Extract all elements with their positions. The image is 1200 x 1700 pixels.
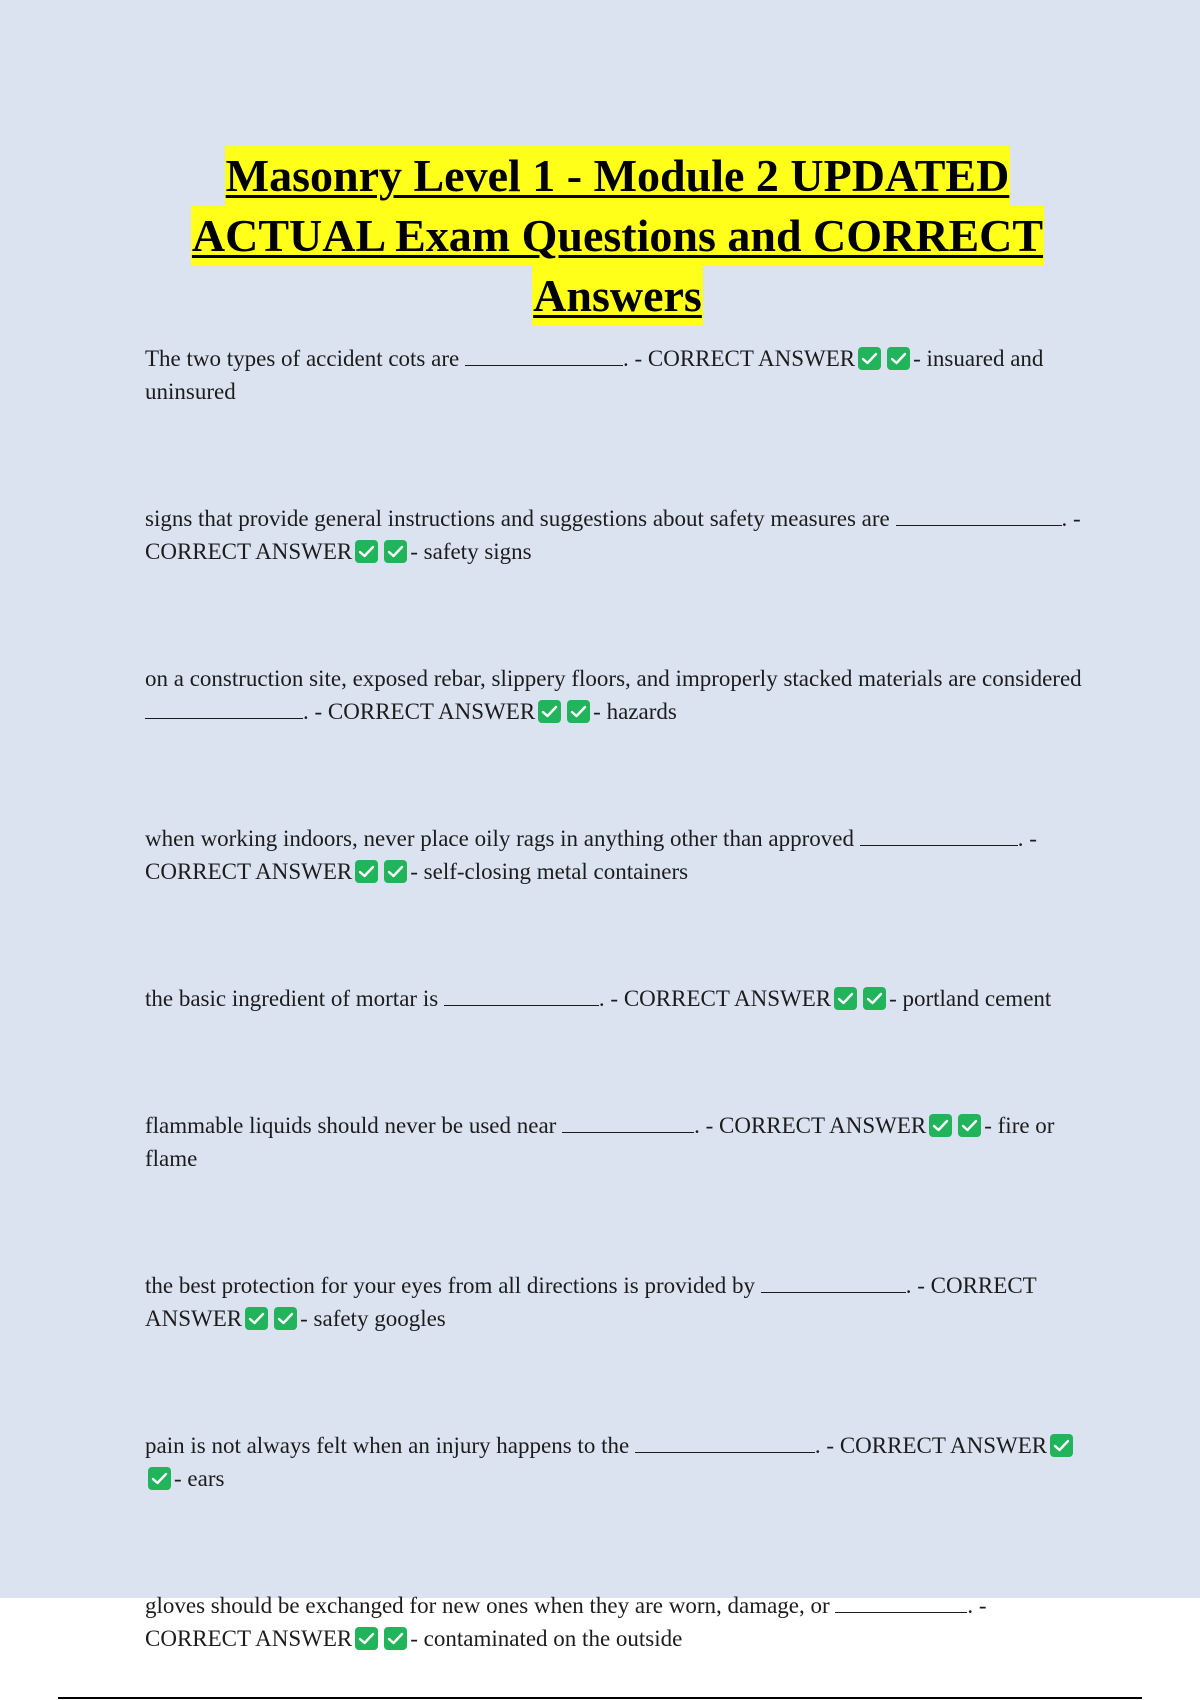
check-icon — [858, 347, 881, 370]
correct-answer-label: - CORRECT ANSWER — [145, 1273, 1037, 1331]
answer-blank — [635, 1432, 815, 1453]
question-end: . — [303, 699, 309, 724]
check-icon — [355, 1627, 378, 1650]
check-icon — [929, 1114, 952, 1137]
question-end: . — [598, 986, 605, 1011]
check-icon — [355, 540, 378, 563]
qa-item-4 — [145, 822, 1095, 888]
check-icon — [384, 860, 407, 883]
qa-list — [145, 342, 1095, 1700]
qa-item-9 — [145, 1589, 1095, 1655]
qa-item-8 — [145, 1429, 1095, 1495]
question-text: on a construction site, exposed rebar, slippery floors, and improperly stacked materials are considered — [145, 666, 1082, 691]
answer-blank — [761, 1272, 906, 1293]
check-icon — [245, 1307, 268, 1330]
question-end: . — [1017, 826, 1024, 851]
question-end: . — [967, 1593, 974, 1618]
qa-item-6 — [145, 1109, 1095, 1175]
correct-answer-label: - CORRECT ANSWER — [145, 826, 1037, 884]
answer-text: - fire or flame — [145, 1113, 1055, 1171]
check-icon — [384, 540, 407, 563]
question-end: . — [622, 346, 629, 371]
check-icon — [958, 1114, 981, 1137]
check-icon — [355, 860, 378, 883]
question-text: pain is not always felt when an injury happens to the — [145, 1433, 630, 1458]
answer-blank — [465, 345, 623, 366]
answer-text: - ears — [174, 1466, 225, 1491]
check-icon — [384, 1627, 407, 1650]
answer-blank — [444, 985, 599, 1006]
correct-answer-label: - CORRECT ANSWER — [634, 346, 856, 371]
qa-item-1 — [145, 342, 1095, 408]
answer-text: - portland cement — [889, 986, 1052, 1011]
question-text: gloves should be exchanged for new ones when they are worn, damage, or — [145, 1593, 830, 1618]
footer-divider — [58, 1697, 1142, 1699]
answer-text: - insuared and uninsured — [145, 346, 1044, 404]
question-end: . — [905, 1273, 912, 1298]
correct-answer-label: - CORRECT ANSWER — [314, 699, 536, 724]
answer-blank — [896, 505, 1062, 526]
answer-blank — [860, 825, 1018, 846]
answer-blank — [835, 1592, 967, 1613]
answer-text: - self-closing metal containers — [410, 859, 689, 884]
correct-answer-label: - CORRECT ANSWER — [826, 1433, 1048, 1458]
check-icon — [1050, 1434, 1073, 1457]
correct-answer-label: - CORRECT ANSWER — [145, 506, 1081, 564]
question-text: the basic ingredient of mortar is — [145, 986, 439, 1011]
check-icon — [863, 987, 886, 1010]
check-icon — [148, 1467, 171, 1490]
question-text: flammable liquids should never be used near — [145, 1113, 557, 1138]
correct-answer-label: - CORRECT ANSWER — [145, 1593, 987, 1651]
question-text: the best protection for your eyes from all directions is provided by — [145, 1273, 755, 1298]
question-end: . — [694, 1113, 700, 1138]
answer-text: - safety googles — [300, 1306, 446, 1331]
question-text: The two types of accident cots are — [145, 346, 460, 371]
check-icon — [538, 700, 561, 723]
document-title — [60, 146, 1175, 326]
answer-text: - hazards — [593, 699, 677, 724]
title-line-1: Masonry Level 1 - Module 2 UPDATED — [225, 146, 1011, 206]
title-line-3: Answers — [532, 266, 703, 326]
question-text: when working indoors, never place oily rags in anything other than approved — [145, 826, 854, 851]
check-icon — [567, 700, 590, 723]
question-text: signs that provide general instructions and suggestions about safety measures are — [145, 506, 890, 531]
correct-answer-label: - CORRECT ANSWER — [610, 986, 832, 1011]
check-icon — [274, 1307, 297, 1330]
qa-item-3 — [145, 662, 1095, 728]
title-line-2: ACTUAL Exam Questions and CORRECT — [191, 206, 1044, 266]
correct-answer-label: - CORRECT ANSWER — [705, 1113, 927, 1138]
qa-item-7 — [145, 1269, 1095, 1335]
check-icon — [834, 987, 857, 1010]
question-end: . — [1061, 506, 1068, 531]
qa-item-2 — [145, 502, 1095, 568]
answer-text: - contaminated on the outside — [410, 1626, 683, 1651]
answer-blank — [145, 698, 303, 719]
answer-text: - safety signs — [410, 539, 532, 564]
check-icon — [887, 347, 910, 370]
question-end: . — [814, 1433, 821, 1458]
qa-item-5 — [145, 982, 1095, 1015]
answer-blank — [562, 1112, 694, 1133]
